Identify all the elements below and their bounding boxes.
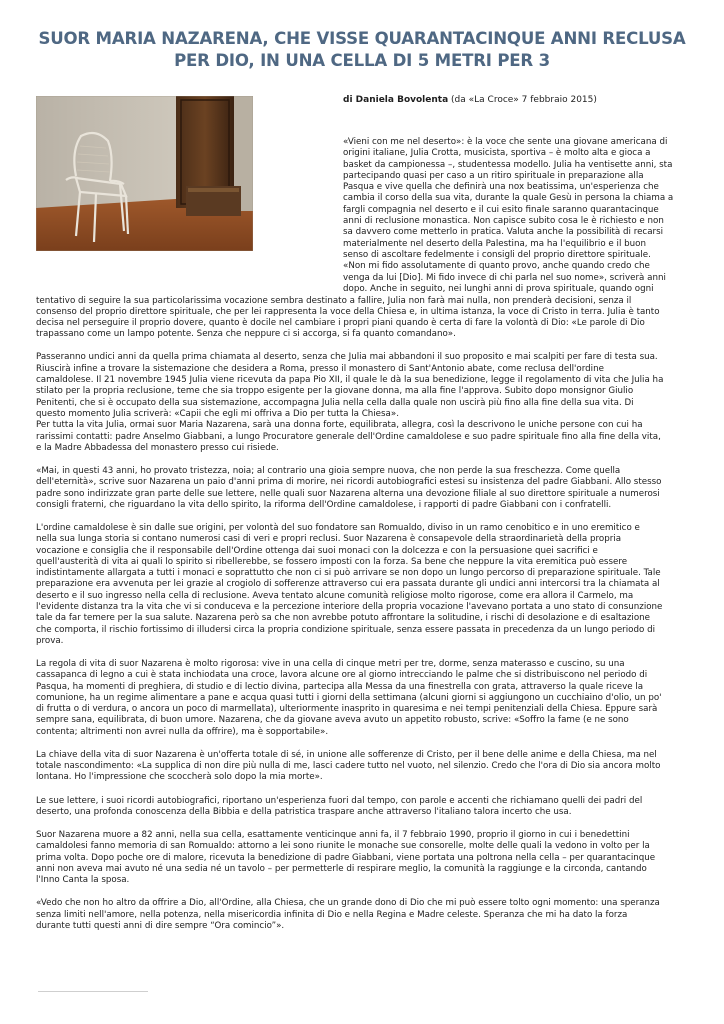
byline-author: di Daniela Bovolenta [343,95,449,105]
paragraph-line: Le sue lettere, i suoi ricordi autobiografici, riportano un'esperienza fuori dal tempo, con parole e accenti che richiamano quelli dei padri del [36,795,643,806]
paragraph-line: anni non aveva mai avuto né una sedia né un tavolo – per permetterle di respirare meglio, la comunità la raggiunge e la circonda, cantando [36,863,647,874]
paragraph-line: La chiave della vita di suor Nazarena è un'offerta totale di sé, in unione alle sofferenze di Cristo, per il bene delle anime e della Chiesa, ma nel [36,749,657,760]
paragraph [36,830,688,886]
intro-line: materialmente nel deserto della Palestina, ma ha l'equilibrio e il buon [343,238,646,249]
paragraph [36,296,688,341]
paragraph-line: decisa nel perseguire il proprio dovere, quanto è docile nel cambiare i propri piani quando è certa di fare la volontà di Dio: «Le parole di Dio [36,318,645,329]
paragraph-line: cassapanca di legno a cui è stata inchiodata una croce, lavora alcune ore al giorno intrecciando le palme che si distribuiscono nel periodo di [36,670,648,681]
paragraph-line: prima volta. Dopo poche ore di malore, ricevuta la benedizione di padre Giabbani, viene portata una poltrona nella cella – per quarantacinque [36,852,656,863]
paragraph-line: vocazione e consiglia che il responsabile dell'Ordine ottenga dai suoi monaci con la dolcezza e con la persuasione quei sacrifici e [36,545,598,556]
intro-line: anni di reclusione monastica. Non capisce subito cosa le è richiesto e non [343,216,664,227]
intro-line: partecipando quasi per caso a un ritiro spirituale in preparazione alla [343,170,644,181]
paragraph-line: Per tutta la vita Julia, ormai suor Maria Nazarena, sarà una donna forte, equilibrata, allegra, così la descrivono le uniche persone con cui ha [36,420,643,431]
intro-line: venga da lui [Dio]. Mi fido invece di chi parla nel suo nome», scriverà anni [343,272,666,283]
paragraph-line: padre sono indirizzate gran parte delle sue lettere, nelle quali suor Nazarena alterna una devozione filiale al suo direttore spirituale a numerosi [36,488,660,499]
intro-line: dopo. Anche in seguito, nei lunghi anni di prova spirituale, quando ogni [343,283,654,294]
intro-line: Pasqua e vive quella che definirà una nox beatissima, un'esperienza che [343,182,659,193]
paragraph-line: «Vedo che non ho altro da offrire a Dio, all'Ordine, alla Chiesa, che un grande dono di Dio che mi può essere tolto ogni momento: una speranza [36,898,660,909]
paragraph-line: deserto e il suo ingresso nella cella di reclusione. Aveva tentato alcune comunità religiose molto rigorose, come era allora il Carmelo, ma [36,590,634,601]
paragraph-line: e la Madre Abbadessa del monastero presso cui risiede. [36,442,279,453]
paragraph-line: deserto, una profonda conoscenza della Bibbia e della patristica traspare anche attraverso l'italiano talora incerto che usa. [36,806,572,817]
paragraph-line: tentativo di seguire la sua particolarissima vocazione sembra destinato a fallire, Julia non farà mai nulla, non prenderà decisioni, senza il [36,295,632,306]
paragraph-line: Penitenti, che si è occupato della sua sistemazione, accompagna Julia nella cella dalla quale non uscirà più fino alla fine della sua vita. Di [36,397,634,408]
paragraph-line: Passeranno undici anni da quella prima chiamata al deserto, senza che Julia mai abbandoni il suo proposito e mai scalpiti per fare di testa sua. [36,352,658,363]
intro-line: «Non mi fido assolutamente di quanto provo, anche quando credo che [343,261,650,272]
article-title-line-1: SUOR MARIA NAZARENA, CHE VISSE QUARANTACINQUE ANNI RECLUSA [38,29,686,48]
intro-line: origini italiane, Julia Crotta, musicista, sportiva – è molto alta e gioca a [343,148,651,159]
cell-photo [36,96,253,251]
paragraph [36,750,688,784]
paragraph-line: La regola di vita di suor Nazarena è molto rigorosa: vive in una cella di cinque metri per tre, dorme, senza materasso e cuscino, su una [36,659,625,669]
paragraph [36,659,688,738]
footer-divider [38,991,148,992]
paragraph-line: lontana. Ho l'impressione che scoccherà solo dopo la mia morte». [36,772,323,783]
intro-line: fargli compagnia nel deserto e il cui esito finale saranno quarantacinque [343,204,659,215]
paragraph [36,466,688,511]
paragraph-line: nella sua lunga storia si contano numerosi casi di veri e propri reclusi. Suor Nazarena è consapevole della straordinarietà della propria [36,534,622,545]
paragraph [36,898,688,932]
byline-source: (da «La Croce» 7 febbraio 2015) [448,95,597,105]
paragraph-line: questo momento Julia scriverà: «Capii che egli mi offriva a Dio per tutta la Chiesa». [36,408,399,419]
paragraph-line: L'ordine camaldolese è sin dalle sue origini, per volontà del suo fondatore san Romualdo, diviso in un ramo cenobitico e in uno eremitico e [36,522,640,533]
paragraph-line: preparazione era avvenuta per lei grazie al crogiolo di sofferenze attraverso cui era passata durante gli undici anni intercorsi tra la chiamata al [36,579,660,590]
paragraph-line: rarissimi contatti: padre Anselmo Giabbani, a lungo Procuratore generale dell'Ordine camaldolese e suo padre spirituale fino alla fine della vita, [36,431,661,442]
intro-line: cambia il corso della sua vita, durante la quale Gesù in persona la chiama a [343,193,674,204]
paragraph-line: tale da far temere per la sua salute. Nazarena però sa che non avrebbe potuto affrontare la solitudine, i rischi di desolazione e di esaltazione [36,613,650,624]
article-body [36,296,688,933]
byline [343,94,597,107]
paragraph-line: indistintamente allargata a tutti i monaci e soprattutto che non ci si può arrivare se non dopo un lungo percorso di preparazione spirituale. Tale [36,568,661,579]
intro-column [343,137,688,295]
paragraph-line: contenta; altrimenti non avrei nulla da offrire), ma è sopportabile». [36,726,329,737]
paragraph-line: sempre sana, equilibrata, di buon umore. Nazarena, che da giovane aveva avuto un appetito robusto, scrive: «Soffro la fame (e ne sono [36,715,629,726]
article-title [30,28,694,72]
paragraph-line: Suor Nazarena muore a 82 anni, nella sua cella, esattamente venticinque anni fa, il 7 febbraio 1990, proprio il giorno in cui i benedettini [36,829,630,840]
paragraph [36,523,688,647]
paragraph-line: dell'eternità», scrive suor Nazarena un paio d'anni prima di morire, nei ricordi autobiografici estesi su insistenza del padre Giabbani. Allo stesso [36,477,662,488]
paragraph-line: quell'austerità di vita ai quali lo spirito si ribellerebbe, se fossero imposti con la forza. Sa bene che neppure la vita eremitica può essere [36,556,628,567]
paragraph-line: camaldolese. Il 21 novembre 1945 Julia viene ricevuta da papa Pio XII, il quale le dà la sua benedizione, legge il regolamento di vita che Julia ha [36,375,664,386]
paragraph-line: Pasqua, ha momenti di preghiera, di studio e di lectio divina, partecipa alla Messa da una finestrella con grata, attraverso la quale riceve la [36,681,644,692]
paragraph-line: l'Inno Canta la sposa. [36,875,130,886]
intro-line: basket da campionessa –, studentessa modello. Julia ha ventisette anni, sta [343,159,673,170]
cell-interior-image [36,96,253,251]
paragraph-line: comunione, ha un regime alimentare a pane e acqua quasi tutti i giorni della settimana (alcuni giorni si aggiungono un cucchiaino d'olio, un po' [36,692,662,703]
paragraph-line: trapassano come un lampo potente. Senza che neppure ci si accorga, si fa quanto comandano». [36,329,456,340]
paragraph [36,352,688,454]
paragraph [36,796,688,819]
intro-line: sa davvero come metterlo in pratica. Valuta anche la possibilità di recarsi [343,227,664,238]
intro-line: senso di ascoltare fedelmente i consigli del proprio direttore spirituale. [343,249,651,260]
paragraph-line: stilato per la propria reclusione, teme che sia troppo esigente per la giovane donna, ma alla fine l'approva. Subito dopo monsignor Giulio [36,386,634,397]
paragraph-line: «Mai, in questi 43 anni, ho provato tristezza, noia; al contrario una gioia sempre nuova, che non perde la sua freschezza. Come quella [36,465,621,476]
paragraph-line: totale nascondimento: «La supplica di non dire più nulla di me, lasci cadere tutto nel vuoto, nel silenzio. Credo che l'ora di Dio sia ancora molto [36,761,661,772]
paragraph-line: di frutta o di verdura, o ancora un poco di marmellata), ulteriormente inasprito in quaresima e nei tempi penitenziali della Chiesa. Eppure sarà [36,704,658,715]
paragraph-line: che comporta, il rischio fortissimo di illudersi circa la propria condizione spirituale, senza essere passata in precedenza da un lungo periodo di [36,624,656,635]
paragraph-line: consenso del proprio direttore spirituale, che per lei rappresenta la voce della Chiesa e, in ultima istanza, la voce di Cristo in terra. Julia è tanto [36,306,660,317]
paragraph-line: durante tutti questi anni di dire sempre “Ora comincio”». [36,920,285,931]
paragraph-line: camaldolesi fanno memoria di san Romualdo: attorno a lei sono riunite le monache sue consorelle, molte delle quali la vedono in volto per la [36,841,650,852]
article-title-line-2: PER DIO, IN UNA CELLA DI 5 METRI PER 3 [174,51,550,70]
paragraph-line: l'evidente distanza tra la vita che vi si conduceva e la percezione interiore della propria vocazione l'avevano portata a uno stato di consunzione [36,602,663,613]
paragraph-line: senza limiti nell'amore, nella potenza, nella misericordia infinita di Dio e nella Regina e Madre celeste. Speranza che mi ha dato la forza [36,909,628,920]
paragraph-line: prova. [36,635,64,646]
paragraph-line: Riuscirà infine a trovare la sistemazione che desidera a Roma, presso il monastero di Sant'Antonio abate, come reclusa dell'ordine [36,363,604,374]
paragraph-line: consigli fraterni, che riguardano la vita dello spirito, la riforma dell'Ordine camaldolese, i rapporti di padre Giabbani con i confratelli. [36,499,612,510]
intro-line: «Vieni con me nel deserto»: è la voce che sente una giovane americana di [343,137,668,147]
